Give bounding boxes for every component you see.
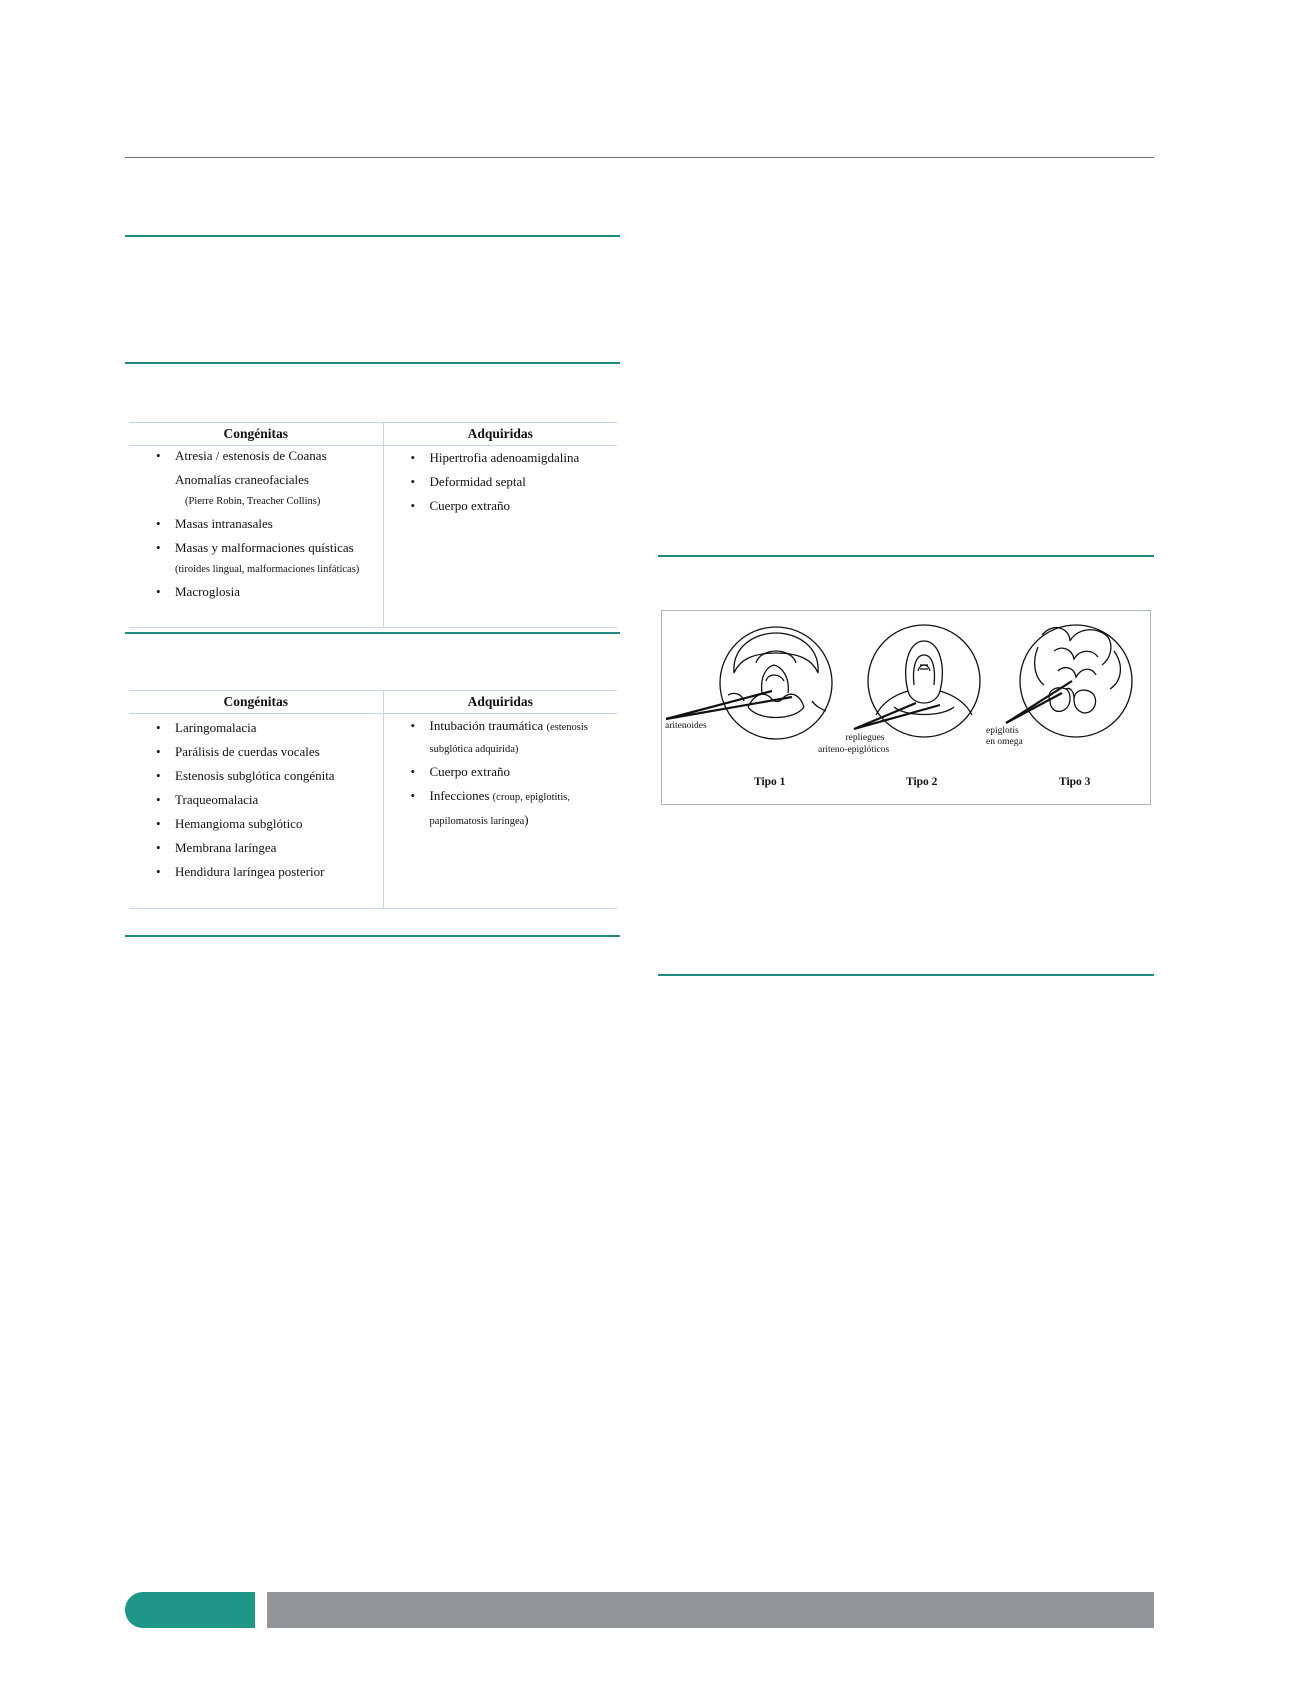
table1-congenitas-cell: [129, 446, 383, 628]
list-item: • Hipertrofia adenoamigdalina: [384, 446, 618, 470]
list-item: • Hemangioma subglótico: [129, 812, 383, 836]
label-epiglotis: epiglotis: [986, 726, 1019, 736]
label-repliegues: repliegues: [845, 733, 885, 743]
list-item: [384, 784, 618, 832]
section-rule-4: [125, 935, 620, 937]
list-item: [384, 714, 618, 760]
list-item: • Masas intranasales: [129, 512, 383, 536]
label-ariteno-epigloticos: ariteno-epiglóticos: [818, 745, 890, 755]
item-note-text: papilomatosis laríngea: [429, 816, 525, 827]
list-item: • Deformidad septal: [384, 470, 618, 494]
item-main: Intubación traumática: [429, 718, 544, 733]
list-item: • Macroglosia: [129, 580, 383, 604]
list-item: • Estenosis subglótica congénita: [129, 764, 383, 788]
caption-tipo-3: Tipo 3: [1059, 776, 1091, 788]
label-aritenoides: aritenoides: [665, 721, 707, 731]
table2-adquiridas-cell: [383, 714, 617, 909]
item-note: (croup, epiglotitis,: [492, 792, 570, 803]
table2-congenitas-cell: [129, 714, 383, 909]
list-item: Anomalías craneofaciales: [175, 472, 309, 487]
table-causes-1: [129, 422, 617, 628]
item-note: [430, 810, 618, 832]
list-item: • Masas y malformaciones quísticas: [129, 536, 383, 560]
larynx-type3-drawing: [1020, 625, 1132, 737]
section-rule-5: [658, 555, 1154, 557]
list-item: • Cuerpo extraño: [384, 494, 618, 518]
list-item: • Laringomalacia: [129, 716, 383, 740]
section-rule-3: [125, 632, 620, 634]
larynx-type1-drawing: [720, 627, 832, 739]
list-item: • Membrana laríngea: [129, 836, 383, 860]
table1-congenitas-list: [129, 444, 383, 604]
table2-header-congenitas: Congénitas: [129, 691, 383, 714]
table-causes-2: [129, 690, 617, 909]
list-item: • Hendidura laríngea posterior: [129, 860, 383, 884]
laryngomalacia-figure: [661, 610, 1151, 805]
table1-header-congenitas: Congénitas: [129, 423, 383, 446]
item-note-close: ): [524, 812, 529, 827]
table1-adquiridas-cell: [383, 446, 617, 628]
list-item: • Cuerpo extraño: [384, 760, 618, 784]
section-rule-2: [125, 362, 620, 364]
table2-adquiridas-list: [384, 714, 618, 832]
item-note: subglótica adquirida): [429, 744, 519, 755]
table1-header-adquiridas: Adquiridas: [383, 423, 617, 446]
section-rule-1: [125, 235, 620, 237]
label-en-omega: en omega: [986, 737, 1023, 747]
list-item-note: (tiroides lingual, malformaciones linfáticas): [175, 564, 360, 575]
list-item: • Parálisis de cuerdas vocales: [129, 740, 383, 764]
list-item: • Atresia / estenosis de Coanas: [129, 444, 383, 468]
footer-bar: [267, 1592, 1154, 1628]
header-rule: [125, 157, 1154, 158]
footer-page-tab: [125, 1592, 255, 1628]
section-rule-6: [658, 974, 1154, 976]
table1-adquiridas-list: [384, 446, 618, 518]
list-item-note: (Pierre Robin, Treacher Collins): [185, 496, 321, 507]
table2-header-adquiridas: Adquiridas: [383, 691, 617, 714]
table2-congenitas-list: [129, 716, 383, 884]
list-item: • Traqueomalacia: [129, 788, 383, 812]
item-main: Infecciones: [429, 788, 490, 803]
caption-tipo-1: Tipo 1: [754, 776, 786, 788]
caption-tipo-2: Tipo 2: [906, 776, 938, 788]
item-note: (estenosis: [546, 722, 588, 733]
